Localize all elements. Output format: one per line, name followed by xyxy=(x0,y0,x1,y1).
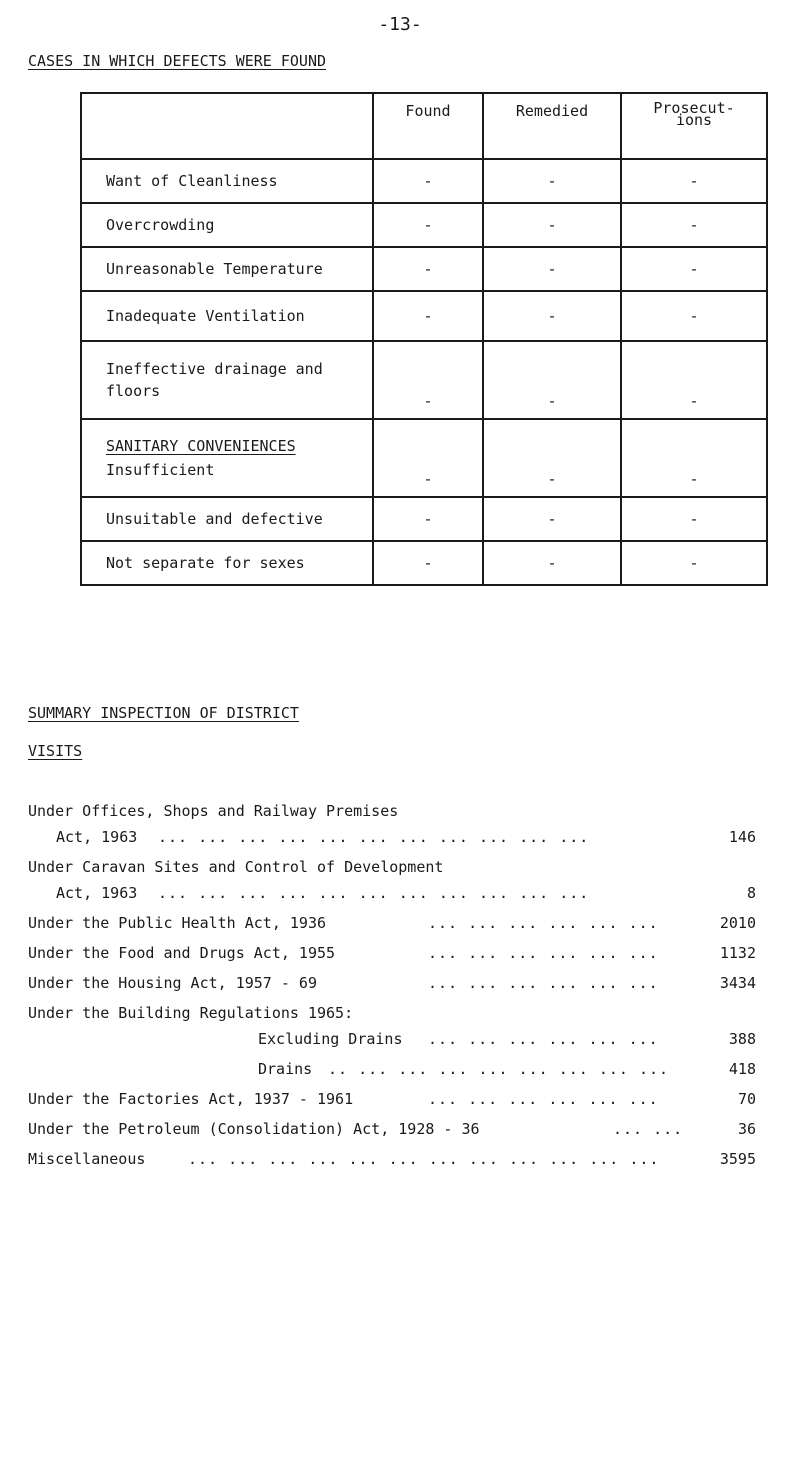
visit-count: 418 xyxy=(728,1060,756,1078)
cell-found: - xyxy=(373,159,483,203)
visit-label: Under the Petroleum (Consolidation) Act, 1928 - 36 xyxy=(28,1120,480,1138)
visit-label: Under Offices, Shops and Railway Premises xyxy=(28,802,399,820)
leader-dots: ... ... ... ... ... ... xyxy=(428,914,659,932)
leader-dots: ... ... xyxy=(613,1120,684,1138)
cell-remedied: - xyxy=(483,291,621,341)
list-item xyxy=(28,1054,778,1084)
header-found: Found xyxy=(373,93,483,159)
row-label: Insufficient xyxy=(106,461,215,479)
list-item xyxy=(28,998,778,1054)
cell-found: - xyxy=(373,203,483,247)
visit-label: Under Caravan Sites and Control of Development xyxy=(28,858,444,876)
cell-found: - xyxy=(373,419,483,497)
visit-label: Under the Factories Act, 1937 - 1961 xyxy=(28,1090,354,1108)
visit-count: 146 xyxy=(728,828,756,846)
visits-list xyxy=(28,796,778,1174)
visit-count: 3434 xyxy=(719,974,756,992)
visit-count: 3595 xyxy=(719,1150,756,1168)
list-item xyxy=(28,968,778,998)
row-label: Unreasonable Temperature xyxy=(81,247,373,291)
visit-label-cont: Excluding Drains xyxy=(258,1030,403,1048)
sanitary-conveniences-heading: SANITARY CONVENIENCES xyxy=(106,437,296,455)
table-row xyxy=(81,419,767,497)
visit-label-cont: Act, 1963 xyxy=(56,884,138,902)
cell-remedied: - xyxy=(483,419,621,497)
table-row xyxy=(81,497,767,541)
cell-prosecutions: - xyxy=(621,497,767,541)
header-prosecutions xyxy=(621,93,767,159)
leader-dots: ... ... ... ... ... ... xyxy=(428,1030,659,1048)
list-item xyxy=(28,1114,778,1144)
row-label: Inadequate Ventilation xyxy=(81,291,373,341)
visit-count: 388 xyxy=(728,1030,756,1048)
cell-found: - xyxy=(373,341,483,419)
cell-found: - xyxy=(373,291,483,341)
cell-remedied: - xyxy=(483,203,621,247)
cell-prosecutions: - xyxy=(621,291,767,341)
visit-label: Under the Housing Act, 1957 - 69 xyxy=(28,974,317,992)
leader-dots: ... ... ... ... ... ... xyxy=(428,1090,659,1108)
list-item xyxy=(28,938,778,968)
table-row xyxy=(81,247,767,291)
table-row xyxy=(81,541,767,585)
list-item xyxy=(28,796,778,852)
visit-label: Under the Building Regulations 1965: xyxy=(28,1004,354,1022)
header-blank xyxy=(81,93,373,159)
header-prosecutions-text: Prosecut- ions xyxy=(653,99,735,129)
table-row xyxy=(81,341,767,419)
leader-dots: ... ... ... ... ... ... xyxy=(428,974,659,992)
row-label: Want of Cleanliness xyxy=(81,159,373,203)
page-number: -13- xyxy=(378,14,422,35)
table-header-row xyxy=(81,93,767,159)
cell-remedied: - xyxy=(483,541,621,585)
visit-label: Under the Food and Drugs Act, 1955 xyxy=(28,944,336,962)
cell-found: - xyxy=(373,247,483,291)
cell-prosecutions: - xyxy=(621,341,767,419)
visit-label-cont: Act, 1963 xyxy=(56,828,138,846)
visit-count: 36 xyxy=(737,1120,756,1138)
cell-remedied: - xyxy=(483,159,621,203)
cell-found: - xyxy=(373,497,483,541)
visit-count: 2010 xyxy=(719,914,756,932)
leader-dots: ... ... ... ... ... ... xyxy=(428,944,659,962)
visit-count: 70 xyxy=(737,1090,756,1108)
leader-dots: .. ... ... ... ... ... ... ... ... xyxy=(328,1060,670,1078)
visit-label: Under the Public Health Act, 1936 xyxy=(28,914,327,932)
cell-remedied: - xyxy=(483,497,621,541)
visit-label: Miscellaneous xyxy=(28,1150,146,1168)
leader-dots: ... ... ... ... ... ... ... ... ... ... ... ... xyxy=(188,1150,660,1168)
cell-prosecutions: - xyxy=(621,419,767,497)
row-label: Unsuitable and defective xyxy=(81,497,373,541)
row-label: Overcrowding xyxy=(81,203,373,247)
header-remedied: Remedied xyxy=(483,93,621,159)
leader-dots: ... ... ... ... ... ... ... ... ... ... ... xyxy=(158,828,590,846)
row-label: Ineffective drainage and floors xyxy=(81,341,373,419)
list-item xyxy=(28,908,778,938)
cell-prosecutions: - xyxy=(621,247,767,291)
list-item xyxy=(28,852,778,908)
table-row xyxy=(81,159,767,203)
defects-heading: CASES IN WHICH DEFECTS WERE FOUND xyxy=(28,52,327,70)
table-row xyxy=(81,203,767,247)
visit-label: Drains xyxy=(258,1060,313,1078)
cell-found: - xyxy=(373,541,483,585)
visit-count: 8 xyxy=(746,884,756,902)
cell-remedied: - xyxy=(483,247,621,291)
leader-dots: ... ... ... ... ... ... ... ... ... ... ... xyxy=(158,884,590,902)
row-label-group xyxy=(81,419,373,497)
cell-prosecutions: - xyxy=(621,203,767,247)
cell-prosecutions: - xyxy=(621,159,767,203)
row-label: Not separate for sexes xyxy=(81,541,373,585)
list-item xyxy=(28,1084,778,1114)
summary-heading: SUMMARY INSPECTION OF DISTRICT xyxy=(28,704,299,722)
defects-table xyxy=(80,92,768,586)
cell-prosecutions: - xyxy=(621,541,767,585)
list-item xyxy=(28,1144,778,1174)
table-row xyxy=(81,291,767,341)
visit-count: 1132 xyxy=(719,944,756,962)
visits-heading: VISITS xyxy=(28,742,83,760)
cell-remedied: - xyxy=(483,341,621,419)
